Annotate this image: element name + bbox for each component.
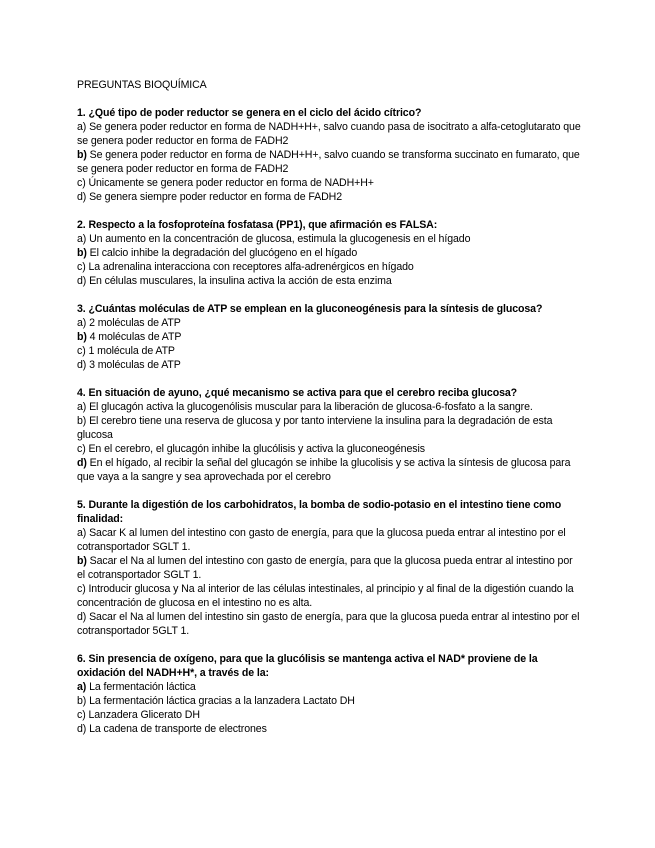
question-block (77, 106, 581, 204)
option-letter: b) (77, 331, 87, 343)
answer-option (77, 190, 581, 204)
option-letter: c) (77, 345, 86, 357)
document-page (77, 78, 581, 750)
option-text: 2 moléculas de ATP (86, 317, 181, 329)
document-title: PREGUNTAS BIOQUÍMICA (77, 79, 207, 91)
answer-option (77, 456, 581, 484)
option-text: Se genera poder reductor en forma de NADH+H+, salvo cuando pasa de isocitrato a alfa-cetoglutarato que se genera poder reductor en forma de FADH2 (77, 121, 581, 147)
option-letter: a) (77, 527, 87, 539)
answer-option (77, 316, 581, 330)
option-text: La fermentación láctica (86, 681, 196, 693)
question-text: 3. ¿Cuántas moléculas de ATP se emplean en la gluconeogénesis para la síntesis de glucosa? (77, 303, 543, 315)
option-letter: a) (77, 233, 87, 245)
option-letter: d) (77, 723, 87, 735)
answer-option (77, 358, 581, 372)
answer-option (77, 176, 581, 190)
option-letter: b) (77, 555, 87, 567)
option-text: Lanzadera Glicerato DH (85, 709, 200, 721)
option-letter: d) (77, 275, 87, 287)
option-text: 1 molécula de ATP (85, 345, 175, 357)
answer-option (77, 148, 581, 176)
answer-option (77, 330, 581, 344)
option-text: Un aumento en la concentración de glucosa, estimula la glucogenesis en el hígado (86, 233, 471, 245)
question-block (77, 218, 581, 288)
answer-option (77, 400, 581, 414)
option-text: 3 moléculas de ATP (86, 359, 181, 371)
option-text: El calcio inhibe la degradación del glucógeno en el hígado (86, 247, 358, 259)
question-block (77, 498, 581, 638)
option-letter: b) (77, 415, 87, 427)
option-letter: d) (77, 457, 87, 469)
question-text: 1. ¿Qué tipo de poder reductor se genera en el ciclo del ácido cítrico? (77, 107, 422, 119)
option-letter: a) (77, 121, 87, 133)
option-letter: c) (77, 443, 86, 455)
option-text: 4 moléculas de ATP (86, 331, 182, 343)
answer-option (77, 582, 581, 610)
answer-option (77, 232, 581, 246)
option-text: Sacar el Na al lumen del intestino sin gasto de energía, para que la glucosa pueda entrar al intestino por el cotransportador 5GLT 1. (77, 611, 580, 637)
option-letter: c) (77, 709, 86, 721)
answer-option (77, 442, 581, 456)
answer-option (77, 610, 581, 638)
option-text: La fermentación láctica gracias a la lanzadera Lactato DH (86, 695, 355, 707)
option-text: El cerebro tiene una reserva de glucosa y por tanto interviene la insulina para la degradación de esta glucosa (77, 415, 553, 441)
question-text: 6. Sin presencia de oxígeno, para que la glucólisis se mantenga activa el NAD* proviene de la oxidación del NADH+H*, a través de la: (77, 653, 538, 679)
option-text: Sacar el Na al lumen del intestino con gasto de energía, para que la glucosa pueda entrar al intestino por el cotransportador SGLT 1. (77, 555, 573, 581)
answer-option (77, 708, 581, 722)
option-letter: a) (77, 401, 87, 413)
answer-option (77, 246, 581, 260)
option-letter: c) (77, 583, 86, 595)
option-letter: b) (77, 247, 87, 259)
answer-option (77, 120, 581, 148)
question-text: 4. En situación de ayuno, ¿qué mecanismo se activa para que el cerebro reciba glucosa? (77, 387, 518, 399)
answer-option (77, 722, 581, 736)
answer-option (77, 680, 581, 694)
option-text: Introducir glucosa y Na al interior de las células intestinales, al principio y al final de la digestión cuando la concentración de glucosa en el intestino no es alta. (77, 583, 574, 609)
option-letter: a) (77, 681, 87, 693)
option-text: Se genera siempre poder reductor en forma de FADH2 (86, 191, 342, 203)
answer-option (77, 694, 581, 708)
option-letter: b) (77, 149, 87, 161)
option-text: En el hígado, al recibir la señal del glucagón se inhibe la glucolisis y se activa la síntesis de glucosa para que vaya a la sangre y sea aprovechada por el cerebro (77, 457, 571, 483)
question-text: 2. Respecto a la fosfoproteína fosfatasa (PP1), que afirmación es FALSA: (77, 219, 438, 231)
option-letter: d) (77, 359, 87, 371)
answer-option (77, 526, 581, 554)
option-letter: c) (77, 177, 86, 189)
question-list (77, 106, 581, 736)
option-text: La adrenalina interacciona con receptores alfa-adrenérgicos en hígado (85, 261, 414, 273)
option-text: En células musculares, la insulina activa la acción de esta enzima (86, 275, 392, 287)
option-text: La cadena de transporte de electrones (86, 723, 267, 735)
question-block (77, 652, 581, 736)
option-letter: b) (77, 695, 87, 707)
answer-option (77, 414, 581, 442)
option-letter: c) (77, 261, 86, 273)
question-block (77, 302, 581, 372)
option-text: Sacar K al lumen del intestino con gasto de energía, para que la glucosa pueda entrar al intestino por el cotransportador SGLT 1. (77, 527, 566, 553)
option-text: El glucagón activa la glucogenólisis muscular para la liberación de glucosa-6-fosfato a la sangre. (86, 401, 533, 413)
answer-option (77, 344, 581, 358)
question-block (77, 386, 581, 484)
option-text: Únicamente se genera poder reductor en forma de NADH+H+ (85, 177, 374, 189)
option-letter: a) (77, 317, 87, 329)
option-letter: d) (77, 611, 87, 623)
question-text: 5. Durante la digestión de los carbohidratos, la bomba de sodio-potasio en el intestino tiene como finalidad: (77, 499, 562, 525)
answer-option (77, 554, 581, 582)
answer-option (77, 260, 581, 274)
option-text: En el cerebro, el glucagón inhibe la glucólisis y activa la gluconeogénesis (85, 443, 425, 455)
answer-option (77, 274, 581, 288)
option-letter: d) (77, 191, 87, 203)
option-text: Se genera poder reductor en forma de NADH+H+, salvo cuando se transforma succinato en fumarato, que se genera poder reductor en forma de FADH2 (77, 149, 580, 175)
